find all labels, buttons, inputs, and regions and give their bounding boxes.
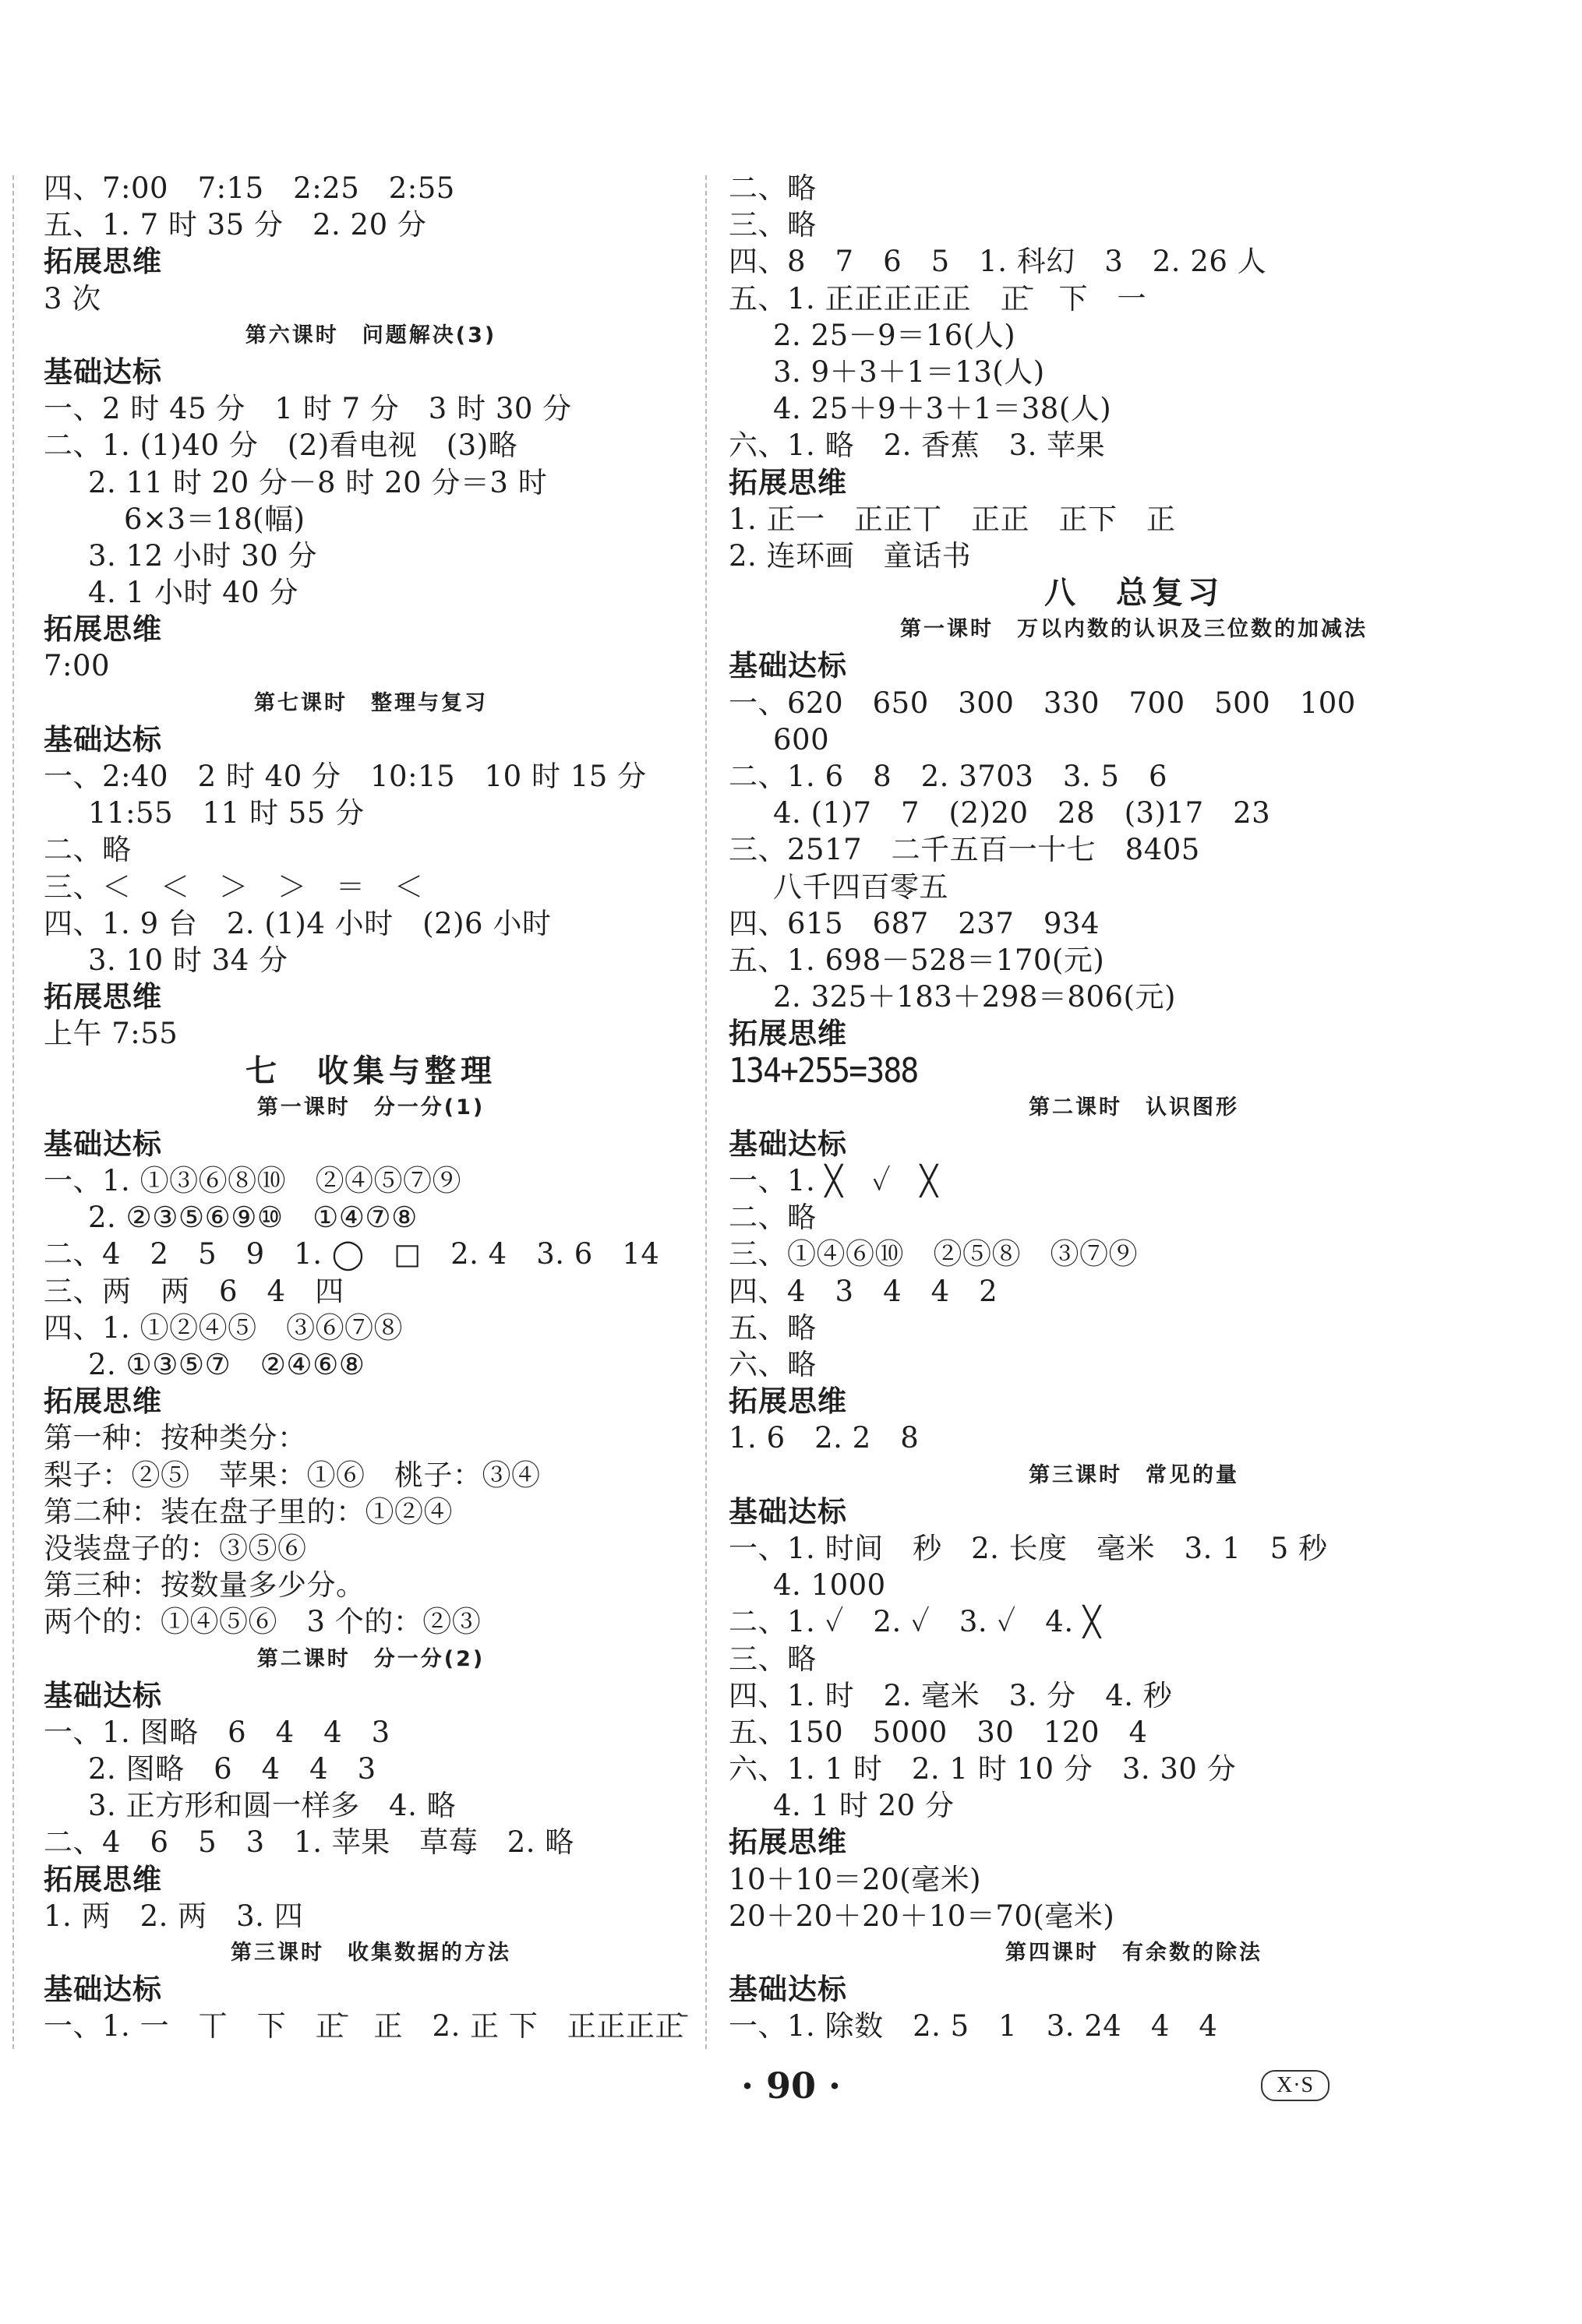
answer-subline: 600 <box>773 722 830 756</box>
answer-subline: 2. ①③⑤⑦ ②④⑥⑧ <box>88 1348 365 1381</box>
answer-line: 二、1. (1)40 分 (2)看电视 (3)略 <box>44 428 518 463</box>
answer-subline: 4. 25＋9＋3＋1＝38(人) <box>773 392 1112 426</box>
answer-subline: 3. 正方形和圆一样多 4. 略 <box>88 1789 457 1823</box>
answer-subline: 4. (1)7 7 (2)20 28 (3)17 23 <box>773 796 1271 831</box>
answer-subline: 2. 11 时 20 分－8 时 20 分＝3 时 <box>88 465 548 499</box>
section-heading: 拓展思维 <box>729 1017 847 1051</box>
section-heading: 拓展思维 <box>44 1862 162 1896</box>
answer-line: 四、8 7 6 5 1. 科幻 3 2. 26 人 <box>729 245 1267 279</box>
answer-line: 一、1. 时间 秒 2. 长度 毫米 3. 1 5 秒 <box>729 1531 1328 1565</box>
lesson-title: 第三课时 常见的量 <box>1029 1462 1239 1487</box>
answer-line: 二、略 <box>729 171 817 205</box>
answer-line: 2. 连环画 童话书 <box>729 538 972 573</box>
answer-line: 第一种：按种类分： <box>44 1421 307 1455</box>
lesson-title: 第三课时 收集数据的方法 <box>231 1941 511 1965</box>
answer-line: 五、略 <box>729 1310 817 1345</box>
answer-line: 五、1. 698－528＝170(元) <box>729 943 1105 977</box>
section-heading: 基础达标 <box>44 1127 162 1161</box>
section-heading: 拓展思维 <box>729 1825 847 1860</box>
answer-subline: 4. 1000 <box>773 1568 886 1603</box>
answer-line: 7:00 <box>44 649 111 683</box>
lesson-title: 第一课时 分一分(1) <box>256 1095 486 1120</box>
answer-subline: 4. 1 时 20 分 <box>773 1789 955 1823</box>
section-heading: 基础达标 <box>44 1973 162 2007</box>
answer-line: 三、两 两 6 4 四 <box>44 1274 344 1308</box>
answer-line: 六、1. 1 时 2. 1 时 10 分 3. 30 分 <box>729 1752 1237 1786</box>
section-heading: 拓展思维 <box>729 1384 847 1419</box>
answer-subline: 2. ②③⑤⑥⑨⑩ ①④⑦⑧ <box>88 1201 418 1235</box>
answer-line: 一、1. ╳ ✓ ╳ <box>729 1164 938 1198</box>
answer-line: 四、1. 9 台 2. (1)4 小时 (2)6 小时 <box>44 906 552 940</box>
answer-line: 四、615 687 237 934 <box>729 906 1100 940</box>
answer-line: 四、4 3 4 4 2 <box>729 1274 998 1308</box>
answer-line: 六、略 <box>729 1348 817 1381</box>
answer-line: 一、1. 图略 6 4 4 3 <box>44 1715 390 1749</box>
answer-line: 梨子：②⑤ 苹果：①⑥ 桃子：③④ <box>44 1458 541 1492</box>
chapter-title: 八 总复习 <box>1044 574 1224 612</box>
section-heading: 基础达标 <box>44 1678 162 1712</box>
section-heading: 基础达标 <box>44 722 162 756</box>
answer-line: 1. 两 2. 两 3. 四 <box>44 1899 304 1933</box>
right-column <box>729 170 1539 2045</box>
section-heading: 拓展思维 <box>44 980 162 1014</box>
lesson-title: 第七课时 整理与复习 <box>254 690 488 715</box>
left-column <box>44 170 698 2045</box>
answer-line: 二、1. ✓ 2. ✓ 3. ✓ 4. ╳ <box>729 1605 1101 1639</box>
answer-line: 二、1. 6 8 2. 3703 3. 5 6 <box>729 760 1168 793</box>
answer-line: 没装盘子的：③⑤⑥ <box>44 1531 307 1565</box>
section-heading: 基础达标 <box>729 1973 847 2007</box>
answer-line: 二、略 <box>729 1201 817 1235</box>
section-heading: 基础达标 <box>729 1494 847 1529</box>
answer-line: 3 次 <box>44 281 101 316</box>
answer-line: 1. 6 2. 2 8 <box>729 1421 920 1455</box>
answer-line: 一、620 650 300 330 700 500 100 <box>729 686 1356 720</box>
left-margin-rule <box>12 175 14 2049</box>
answer-line: 上午 7:55 <box>44 1017 178 1051</box>
section-heading: 基础达标 <box>44 354 162 389</box>
answer-subline: 3. 12 小时 30 分 <box>88 538 318 573</box>
answer-line: 六、1. 略 2. 香蕉 3. 苹果 <box>729 428 1106 463</box>
answer-line: 两个的：①④⑤⑥ 3 个的：②③ <box>44 1605 482 1639</box>
answer-subline: 2. 25－9＝16(人) <box>773 318 1016 352</box>
answer-line: 三、2517 二千五百一十七 8405 <box>729 833 1200 867</box>
lesson-title: 第一课时 万以内数的认识及三位数的加减法 <box>900 617 1368 642</box>
answer-subline: 11:55 11 时 55 分 <box>88 796 365 831</box>
answer-line: 20＋20＋20＋10＝70(毫米) <box>729 1899 1115 1933</box>
answer-line: 一、1. 一 丅 下 正̄ 正 2. 正 下 正正正正̄ <box>44 2009 684 2044</box>
answer-line: 一、1. 除数 2. 5 1 3. 24 4 4 <box>729 2009 1218 2044</box>
section-heading: 拓展思维 <box>44 245 162 279</box>
answer-line: 三、略 <box>729 1642 817 1676</box>
answer-line: 四、7:00 7:15 2:25 2:55 <box>44 171 455 205</box>
answer-line: 三、①④⑥⑩ ②⑤⑧ ③⑦⑨ <box>729 1237 1138 1271</box>
answer-subline: 2. 325＋183＋298＝806(元) <box>773 980 1176 1014</box>
answer-line: 五、1. 正正正正正 正̄ 下 一 <box>729 281 1147 316</box>
publisher-badge: X·S <box>1261 2070 1330 2101</box>
answer-line: 二、4 2 5 9 1. ◯ □ 2. 4 3. 6 14 <box>44 1237 660 1271</box>
answer-subline: 3. 10 时 34 分 <box>88 943 288 977</box>
answer-line: 四、1. ①②④⑤ ③⑥⑦⑧ <box>44 1310 404 1345</box>
page-number: · 90 · <box>740 2065 842 2107</box>
answer-line: 一、2 时 45 分 1 时 7 分 3 时 30 分 <box>44 392 572 426</box>
answer-line: 第三种：按数量多少分。 <box>44 1568 365 1603</box>
answer-subline: 6×3＝18(幅) <box>124 502 305 536</box>
column-divider <box>705 175 707 2049</box>
answer-line: 一、2:40 2 时 40 分 10:15 10 时 15 分 <box>44 760 647 793</box>
section-heading: 基础达标 <box>729 649 847 683</box>
answer-line: 五、150 5000 30 120 4 <box>729 1715 1148 1749</box>
answer-subline: 3. 9＋3＋1＝13(人) <box>773 354 1045 389</box>
answer-line: 第二种：装在盘子里的：①②④ <box>44 1494 453 1529</box>
answer-subline: 2. 图略 6 4 4 3 <box>88 1752 376 1786</box>
lesson-title: 第二课时 分一分(2) <box>256 1646 486 1671</box>
lesson-title: 第四课时 有余数的除法 <box>1005 1941 1262 1965</box>
answer-line: 一、1. ①③⑥⑧⑩ ②④⑤⑦⑨ <box>44 1164 462 1198</box>
answer-line: 10＋10＝20(毫米) <box>729 1862 982 1896</box>
answer-subline: 4. 1 小时 40 分 <box>88 576 298 610</box>
chapter-title: 七 收集与整理 <box>245 1052 496 1089</box>
handwritten-answer: 134+255=388 <box>729 1050 918 1091</box>
answer-line: 三、略 <box>729 208 817 242</box>
answer-line: 二、4 6 5 3 1. 苹果 草莓 2. 略 <box>44 1825 574 1860</box>
section-heading: 拓展思维 <box>44 1384 162 1419</box>
section-heading: 拓展思维 <box>729 465 847 499</box>
answer-subline: 八千四百零五 <box>773 869 948 904</box>
lesson-title: 第六课时 问题解决(3) <box>245 323 497 347</box>
section-heading: 基础达标 <box>729 1127 847 1161</box>
answer-line: 二、略 <box>44 833 132 867</box>
answer-line: 五、1. 7 时 35 分 2. 20 分 <box>44 208 427 242</box>
answer-line: 1. 正一 正正丅 正正 正下 正 <box>729 502 1176 536</box>
answer-line: 四、1. 时 2. 毫米 3. 分 4. 秒 <box>729 1678 1173 1712</box>
section-heading: 拓展思维 <box>44 612 162 647</box>
lesson-title: 第二课时 认识图形 <box>1029 1095 1239 1120</box>
answer-line: 三、＜ ＜ ＞ ＞ ＝ ＜ <box>44 869 424 904</box>
